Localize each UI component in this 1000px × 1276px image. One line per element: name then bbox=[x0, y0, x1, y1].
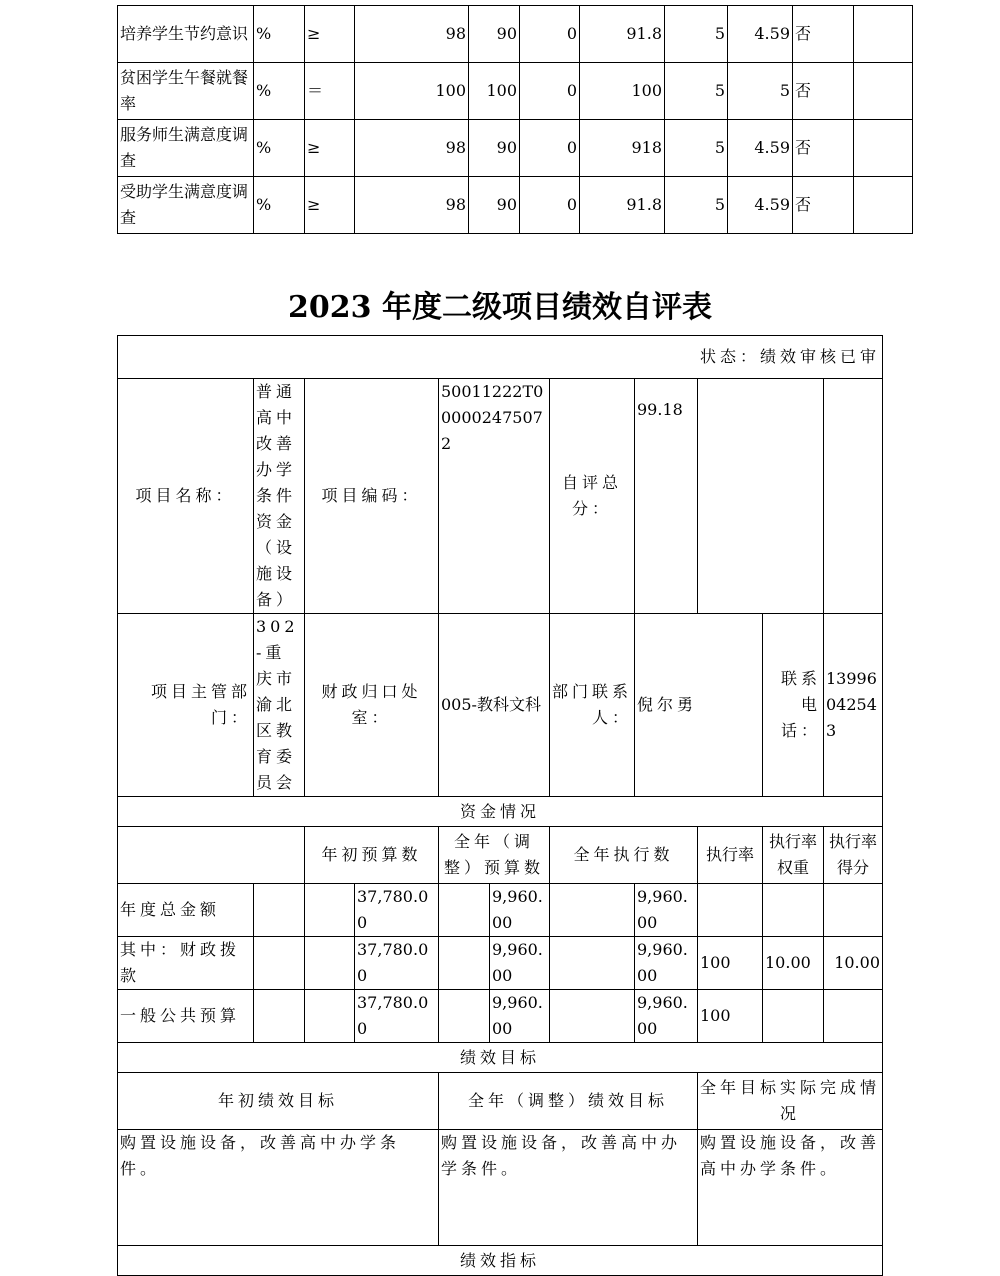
indicator-score: 4.59 bbox=[728, 177, 793, 234]
status-badge: 状态：绩效审核已审 bbox=[118, 336, 883, 379]
fund-executed: 9,960.00 bbox=[635, 990, 698, 1043]
indicator-deviated: 否 bbox=[793, 120, 854, 177]
indicator-initial-value: 90 bbox=[469, 120, 520, 177]
indicator-name: 服务师生满意度调查 bbox=[118, 120, 254, 177]
indicator-target: 98 bbox=[355, 120, 469, 177]
indicator-weight: 5 bbox=[665, 120, 728, 177]
indicator-weight: 5 bbox=[665, 177, 728, 234]
indicator-target: 98 bbox=[355, 6, 469, 63]
actual-goal-text: 购置设施设备，改善高中办学条件。 bbox=[698, 1130, 883, 1246]
indicator-actual: 91.8 bbox=[580, 6, 665, 63]
dept-value: 302-重庆市渝北区教育委员会 bbox=[254, 614, 305, 797]
exec-score-header: 执行率得分 bbox=[824, 827, 883, 884]
fund-score bbox=[824, 990, 883, 1043]
indicator-unit: % bbox=[254, 120, 305, 177]
fund-row-label: 年度总金额 bbox=[118, 884, 254, 937]
indicator-adjusted-value: 0 bbox=[520, 6, 580, 63]
empty-cell bbox=[698, 379, 824, 614]
fund-executed: 9,960.00 bbox=[635, 937, 698, 990]
fund-row-label: 一般公共预算 bbox=[118, 990, 254, 1043]
goals-header-row bbox=[118, 1073, 883, 1130]
indicator-deviated: 否 bbox=[793, 177, 854, 234]
initial-budget-header: 年初预算数 bbox=[305, 827, 439, 884]
indicator-operator: ≥ bbox=[305, 6, 355, 63]
empty-cell bbox=[550, 884, 635, 937]
empty-cell bbox=[254, 884, 305, 937]
initial-goal-header: 年初绩效目标 bbox=[118, 1073, 439, 1130]
indicators-section-row bbox=[118, 1246, 883, 1276]
indicator-adjusted-value: 0 bbox=[520, 63, 580, 120]
fund-executed: 9,960.00 bbox=[635, 884, 698, 937]
indicator-target: 98 bbox=[355, 177, 469, 234]
project-code-value: 50011222T000002475072 bbox=[439, 379, 550, 614]
page-title: 2023 年度二级项目绩效自评表 bbox=[288, 290, 712, 325]
indicator-score: 4.59 bbox=[728, 120, 793, 177]
indicator-adjusted-value: 0 bbox=[520, 177, 580, 234]
indicator-operator: ≥ bbox=[305, 120, 355, 177]
exec-rate-header: 执行率 bbox=[698, 827, 763, 884]
indicator-unit: % bbox=[254, 177, 305, 234]
indicator-deviated: 否 bbox=[793, 6, 854, 63]
project-name-label: 项目名称： bbox=[118, 379, 254, 614]
funds-section-label: 资金情况 bbox=[118, 797, 883, 827]
indicator-unit: % bbox=[254, 6, 305, 63]
indicator-name: 受助学生满意度调查 bbox=[118, 177, 254, 234]
dept-label: 项目主管部门： bbox=[118, 614, 254, 797]
empty-cell bbox=[305, 937, 355, 990]
fund-weight bbox=[763, 884, 824, 937]
empty-cell bbox=[439, 884, 490, 937]
project-info-row bbox=[118, 379, 883, 614]
status-row bbox=[118, 336, 883, 379]
indicator-name: 贫困学生午餐就餐率 bbox=[118, 63, 254, 120]
fund-score bbox=[824, 884, 883, 937]
adjusted-goal-text: 购置设施设备，改善高中办学条件。 bbox=[439, 1130, 698, 1246]
table-row bbox=[118, 177, 913, 234]
empty-cell bbox=[118, 827, 305, 884]
indicator-table bbox=[117, 5, 913, 234]
empty-cell bbox=[439, 990, 490, 1043]
indicator-score: 5 bbox=[728, 63, 793, 120]
fund-initial: 37,780.00 bbox=[355, 937, 439, 990]
empty-cell bbox=[550, 990, 635, 1043]
fund-row-label: 其中：财政拨款 bbox=[118, 937, 254, 990]
indicator-weight: 5 bbox=[665, 63, 728, 120]
funds-header-row bbox=[118, 827, 883, 884]
actual-goal-header: 全年目标实际完成情况 bbox=[698, 1073, 883, 1130]
table-row bbox=[118, 884, 883, 937]
indicator-table-body bbox=[118, 6, 913, 234]
indicators-section-label: 绩效指标 bbox=[118, 1246, 883, 1276]
empty-cell bbox=[305, 990, 355, 1043]
indicator-note bbox=[854, 63, 913, 120]
indicator-initial-value: 90 bbox=[469, 177, 520, 234]
fund-rate: 100 bbox=[698, 937, 763, 990]
initial-goal-text: 购置设施设备，改善高中办学条件。 bbox=[118, 1130, 439, 1246]
indicator-weight: 5 bbox=[665, 6, 728, 63]
table-row bbox=[118, 990, 883, 1043]
fund-initial: 37,780.00 bbox=[355, 884, 439, 937]
adjusted-goal-header: 全年（调整）绩效目标 bbox=[439, 1073, 698, 1130]
fund-adjusted: 9,960.00 bbox=[490, 990, 550, 1043]
funds-section-row bbox=[118, 797, 883, 827]
indicator-operator: ≥ bbox=[305, 177, 355, 234]
fund-weight: 10.00 bbox=[763, 937, 824, 990]
phone-value: 13996042543 bbox=[824, 614, 883, 797]
exec-weight-header: 执行率权重 bbox=[763, 827, 824, 884]
adjusted-budget-header: 全年（调整）预算数 bbox=[439, 827, 550, 884]
fund-weight bbox=[763, 990, 824, 1043]
finance-office-value: 005-教科文科 bbox=[439, 614, 550, 797]
finance-office-label: 财政归口处室： bbox=[305, 614, 439, 797]
indicator-adjusted-value: 0 bbox=[520, 120, 580, 177]
indicator-actual: 918 bbox=[580, 120, 665, 177]
empty-cell bbox=[550, 937, 635, 990]
self-score-value: 99.18 bbox=[635, 379, 698, 614]
table-row bbox=[118, 937, 883, 990]
table-row bbox=[118, 63, 913, 120]
empty-cell bbox=[305, 884, 355, 937]
evaluation-table bbox=[117, 335, 883, 1276]
empty-cell bbox=[439, 937, 490, 990]
goals-section-row bbox=[118, 1043, 883, 1073]
indicator-actual: 91.8 bbox=[580, 177, 665, 234]
contact-label: 部门联系人： bbox=[550, 614, 635, 797]
indicator-unit: % bbox=[254, 63, 305, 120]
fund-rate bbox=[698, 884, 763, 937]
indicator-note bbox=[854, 6, 913, 63]
indicator-operator: ＝ bbox=[305, 63, 355, 120]
fund-adjusted: 9,960.00 bbox=[490, 884, 550, 937]
indicator-initial-value: 90 bbox=[469, 6, 520, 63]
empty-cell bbox=[254, 937, 305, 990]
indicator-score: 4.59 bbox=[728, 6, 793, 63]
fund-initial: 37,780.00 bbox=[355, 990, 439, 1043]
table-row bbox=[118, 120, 913, 177]
executed-header: 全年执行数 bbox=[550, 827, 698, 884]
department-row bbox=[118, 614, 883, 797]
goals-content-row bbox=[118, 1130, 883, 1246]
fund-adjusted: 9,960.00 bbox=[490, 937, 550, 990]
indicator-initial-value: 100 bbox=[469, 63, 520, 120]
goals-section-label: 绩效目标 bbox=[118, 1043, 883, 1073]
indicator-actual: 100 bbox=[580, 63, 665, 120]
indicator-target: 100 bbox=[355, 63, 469, 120]
project-code-label: 项目编码： bbox=[305, 379, 439, 614]
indicator-note bbox=[854, 120, 913, 177]
table-row bbox=[118, 6, 913, 63]
indicator-name: 培养学生节约意识 bbox=[118, 6, 254, 63]
empty-cell bbox=[824, 379, 883, 614]
fund-score: 10.00 bbox=[824, 937, 883, 990]
fund-rate: 100 bbox=[698, 990, 763, 1043]
self-score-label: 自评总分： bbox=[550, 379, 635, 614]
indicator-deviated: 否 bbox=[793, 63, 854, 120]
indicator-note bbox=[854, 177, 913, 234]
empty-cell bbox=[254, 990, 305, 1043]
project-name-value: 普通高中改善办学条件资金（设施设备） bbox=[254, 379, 305, 614]
phone-label: 联系电话： bbox=[763, 614, 824, 797]
contact-value: 倪尔勇 bbox=[635, 614, 763, 797]
